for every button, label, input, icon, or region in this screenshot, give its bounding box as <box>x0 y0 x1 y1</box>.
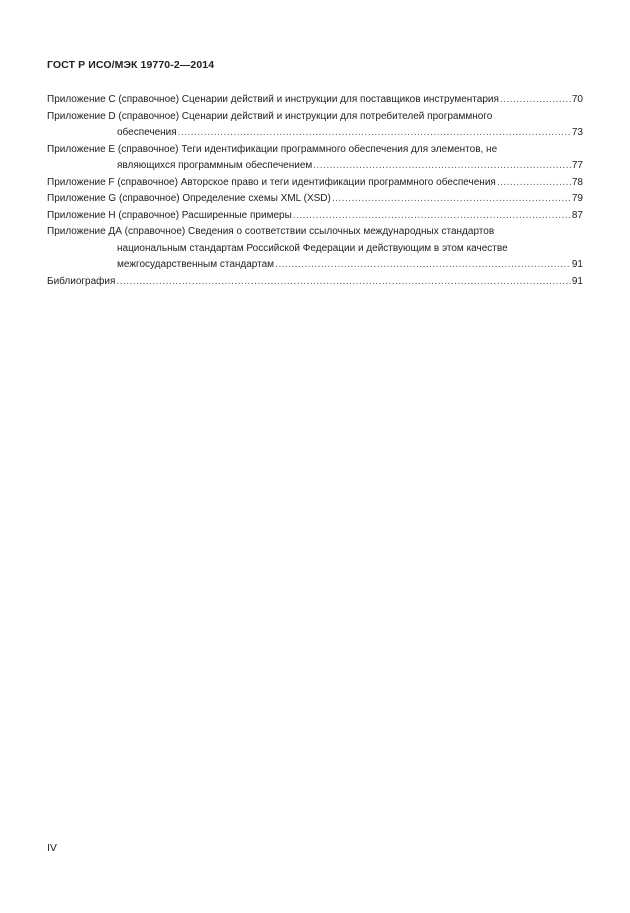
dot-leader <box>178 125 571 142</box>
toc-entry-title: Приложение D (справочное) Сценарии действий и инструкции для потребителей программного <box>47 110 493 122</box>
toc-entry-appendix-g <box>47 191 583 208</box>
toc-entry-title: Библиография <box>47 275 116 287</box>
toc-entry-title: Приложение С (справочное) Сценарии действий и инструкции для поставщиков инструментария <box>47 94 499 105</box>
dot-leader <box>293 208 571 225</box>
toc-entry-appendix-d <box>47 109 583 142</box>
toc-entry-title: Приложение ДА (справочное) Сведения о соответствии ссылочных международных стандартов <box>47 226 495 237</box>
toc-page-number: 91 <box>571 259 583 270</box>
toc-entry-title: Приложение G (справочное) Определение схемы XML (XSD) <box>47 193 331 204</box>
toc-entry-title-continuation: являющихся программным обеспечением <box>117 160 313 171</box>
toc-entry-title: Приложение E (справочное) Теги идентификации программного обеспечения для элементов, не <box>47 143 498 155</box>
toc-page-number: 73 <box>571 127 583 138</box>
toc-entry-title: Приложение H (справочное) Расширенные примеры <box>47 209 292 221</box>
dot-leader <box>275 257 571 274</box>
toc-entry-title: Приложение F (справочное) Авторское право и теги идентификации программного обеспечения <box>47 176 496 188</box>
toc-page-number: 87 <box>571 209 583 221</box>
page-number: IV <box>47 842 57 854</box>
dot-leader <box>497 175 571 192</box>
toc-entry-title-continuation: обеспечения <box>117 127 177 138</box>
table-of-contents <box>47 92 583 290</box>
toc-entry-title-continuation: национальным стандартам Российской Федерации и действующим в этом качестве <box>117 242 508 254</box>
toc-entry-appendix-e <box>47 142 583 175</box>
toc-entry-appendix-f <box>47 175 583 192</box>
toc-entry-bibliography <box>47 274 583 291</box>
toc-entry-appendix-da <box>47 224 583 274</box>
toc-page-number: 79 <box>571 193 583 204</box>
toc-entry-appendix-c <box>47 92 583 109</box>
toc-page-number: 78 <box>571 176 583 188</box>
toc-page-number: 70 <box>571 94 583 105</box>
dot-leader <box>116 274 570 291</box>
toc-entry-appendix-h <box>47 208 583 225</box>
dot-leader <box>332 191 571 208</box>
dot-leader <box>500 92 571 109</box>
dot-leader <box>313 158 571 175</box>
toc-page-number: 91 <box>571 275 583 287</box>
toc-entry-title-continuation: межгосударственным стандартам <box>117 259 275 270</box>
document-header: ГОСТ Р ИСО/МЭК 19770-2—2014 <box>47 59 215 71</box>
toc-page-number: 77 <box>571 160 583 171</box>
